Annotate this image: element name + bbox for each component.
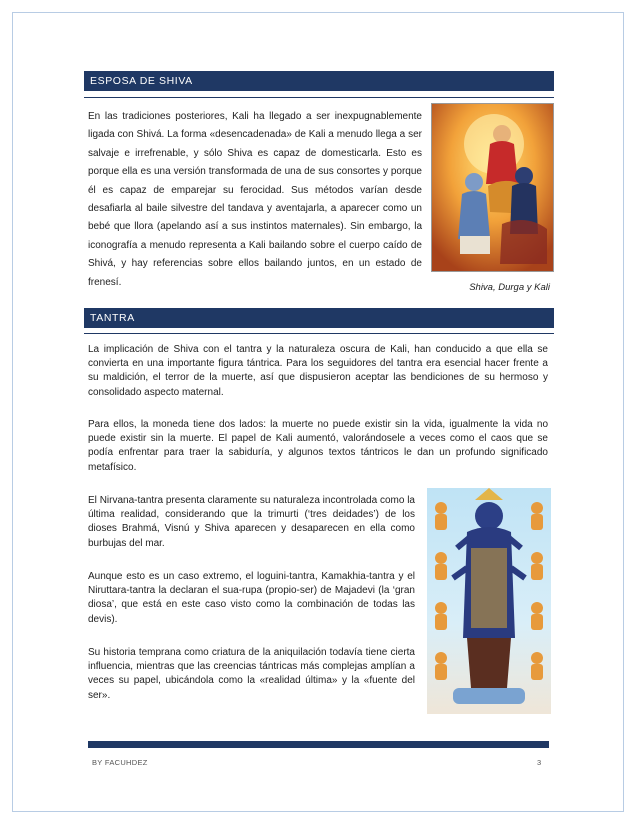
- paragraph-tantra-4: Aunque esto es un caso extremo, el loguini-tantra, Kamakhia-tantra y el Niruttara-tantra la declaran el sua-rupa (propio-ser) de Majadevi (la ‘gran diosa’, que está en este caso visto como la combinación de todas las devis).: [88, 571, 415, 625]
- section-rule-esposa: [84, 97, 554, 98]
- footer-rule: [88, 741, 549, 748]
- image-caption: Shiva, Durga y Kali: [469, 282, 550, 293]
- paragraph-tantra-2: Para ellos, la moneda tiene dos lados: la muerte no puede existir sin la vida, igualmente la vida no puede existir sin la muerte. El papel de Kali aumentó, valorándosele a veces como el caos que se podía enfrentar para traer la sabiduría, y algunos textos tántricos le dan un profundo significado metafísico.: [88, 419, 548, 473]
- paragraph-tantra-3: El Nirvana-tantra presenta claramente su naturaleza incontrolada como la última realidad, considerando que la trimurti (‘tres deidades’) de los dioses Brahmá, Visnú y Shiva aparecen y desaparecen en ella como burbujas del mar.: [88, 495, 415, 549]
- section-rule-tantra: [84, 333, 554, 334]
- paragraph-tantra-1: La implicación de Shiva con el tantra y la naturaleza oscura de Kali, han conducido a que ella se convierta en una importante figura tántrica. Para los seguidores del tantra era esencial hacer frente a su maldición, el terror de la muerte, así que dispusieron aceptar las bendiciones de su hermoso y consolidado aspecto maternal.: [88, 344, 548, 398]
- shiva-durga-kali-image: [431, 103, 554, 272]
- section-heading-esposa: ESPOSA DE SHIVA: [84, 71, 554, 91]
- page-number: 3: [537, 758, 542, 767]
- section-heading-tantra: TANTRA: [84, 308, 554, 328]
- footer-author: BY FACUHDEZ: [92, 758, 148, 767]
- paragraph-tantra-5: Su historia temprana como criatura de la aniquilación todavía tiene cierta influencia, mientras que las creencias tántricas más complejas amplían a veces su papel, ubicándola como la «realidad última» y la «fuente del ser».: [88, 647, 415, 701]
- paragraph-esposa: En las tradiciones posteriores, Kali ha llegado a ser inexpugnablemente ligada con Shivá. La forma «desencadenada» de Kali a menudo llega a ser salvaje e irrefrenable, y sólo Shiva es capaz de domesticarla. Esto es porque ella es una versión transformada de una de sus consortes y porque él es capaz de emparejar su ferocidad. Sus métodos varían desde desafiarla al baile silvestre del tandava y aventajarla, a aparecer como un bebé que llora (apelando así a sus instintos maternales). Sin embargo, la iconografía a menudo representa a Kali bailando sobre el cuerpo caído de Shivá, y hay referencias sobre ellos bailando juntos, en un estado de frenesí.: [88, 111, 422, 288]
- kali-goddesses-image: [427, 488, 551, 714]
